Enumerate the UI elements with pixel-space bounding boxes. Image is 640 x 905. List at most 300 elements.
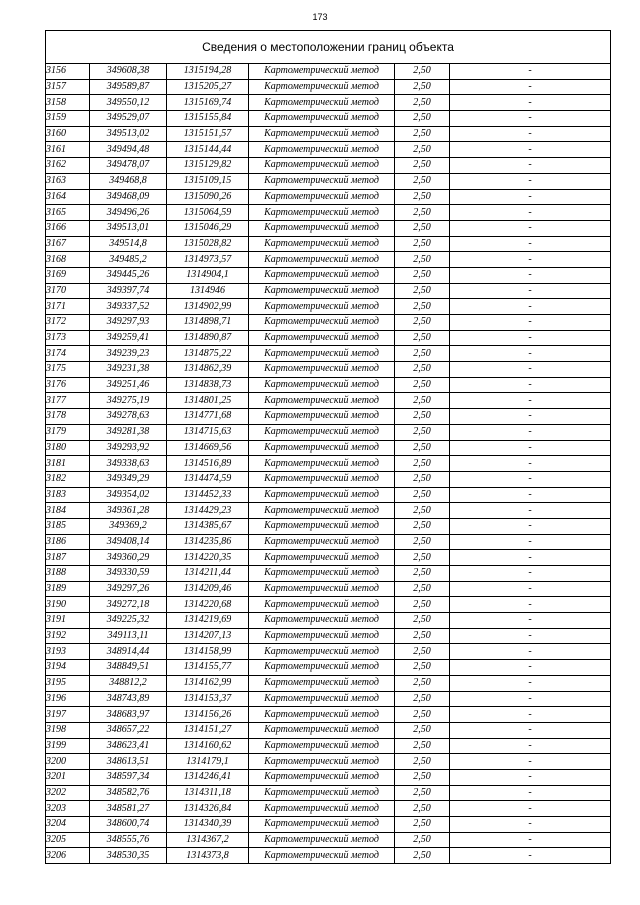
x-coordinate-cell: 348613,51	[90, 754, 167, 770]
method-cell: Картометрический метод	[249, 299, 395, 315]
point-number-cell: 3191	[46, 613, 90, 629]
description-cell: -	[450, 424, 611, 440]
x-coordinate-cell: 349513,02	[90, 126, 167, 142]
y-coordinate-cell: 1314373,8	[167, 848, 249, 864]
accuracy-cell: 2,50	[395, 142, 450, 158]
method-cell: Картометрический метод	[249, 691, 395, 707]
accuracy-cell: 2,50	[395, 424, 450, 440]
description-cell: -	[450, 628, 611, 644]
description-cell: -	[450, 346, 611, 362]
y-coordinate-cell: 1315205,27	[167, 79, 249, 95]
table-row	[46, 95, 611, 111]
method-cell: Картометрический метод	[249, 801, 395, 817]
description-cell: -	[450, 267, 611, 283]
x-coordinate-cell: 349354,02	[90, 487, 167, 503]
description-cell: -	[450, 315, 611, 331]
accuracy-cell: 2,50	[395, 848, 450, 864]
method-cell: Картометрический метод	[249, 267, 395, 283]
table-row	[46, 817, 611, 833]
accuracy-cell: 2,50	[395, 111, 450, 127]
accuracy-cell: 2,50	[395, 173, 450, 189]
table-body	[46, 64, 611, 864]
x-coordinate-cell: 349251,46	[90, 377, 167, 393]
method-cell: Картометрический метод	[249, 236, 395, 252]
x-coordinate-cell: 349259,41	[90, 330, 167, 346]
y-coordinate-cell: 1314367,2	[167, 832, 249, 848]
method-cell: Картометрический метод	[249, 628, 395, 644]
point-number-cell: 3179	[46, 424, 90, 440]
table-row	[46, 252, 611, 268]
table-row	[46, 220, 611, 236]
x-coordinate-cell: 348597,34	[90, 769, 167, 785]
method-cell: Картометрический метод	[249, 283, 395, 299]
x-coordinate-cell: 349408,14	[90, 534, 167, 550]
accuracy-cell: 2,50	[395, 738, 450, 754]
accuracy-cell: 2,50	[395, 518, 450, 534]
table-row	[46, 158, 611, 174]
point-number-cell: 3177	[46, 393, 90, 409]
description-cell: -	[450, 220, 611, 236]
y-coordinate-cell: 1314158,99	[167, 644, 249, 660]
point-number-cell: 3161	[46, 142, 90, 158]
accuracy-cell: 2,50	[395, 393, 450, 409]
point-number-cell: 3204	[46, 817, 90, 833]
point-number-cell: 3180	[46, 440, 90, 456]
x-coordinate-cell: 349239,23	[90, 346, 167, 362]
accuracy-cell: 2,50	[395, 330, 450, 346]
table-row	[46, 393, 611, 409]
table-row	[46, 267, 611, 283]
accuracy-cell: 2,50	[395, 267, 450, 283]
y-coordinate-cell: 1315151,57	[167, 126, 249, 142]
x-coordinate-cell: 349349,29	[90, 471, 167, 487]
point-number-cell: 3156	[46, 64, 90, 80]
table-row	[46, 142, 611, 158]
point-number-cell: 3199	[46, 738, 90, 754]
y-coordinate-cell: 1314209,46	[167, 581, 249, 597]
table-row	[46, 299, 611, 315]
point-number-cell: 3205	[46, 832, 90, 848]
description-cell: -	[450, 95, 611, 111]
method-cell: Картометрический метод	[249, 660, 395, 676]
x-coordinate-cell: 349281,38	[90, 424, 167, 440]
y-coordinate-cell: 1314155,77	[167, 660, 249, 676]
accuracy-cell: 2,50	[395, 236, 450, 252]
table-row	[46, 550, 611, 566]
point-number-cell: 3189	[46, 581, 90, 597]
accuracy-cell: 2,50	[395, 597, 450, 613]
method-cell: Картометрический метод	[249, 424, 395, 440]
accuracy-cell: 2,50	[395, 832, 450, 848]
description-cell: -	[450, 79, 611, 95]
accuracy-cell: 2,50	[395, 707, 450, 723]
description-cell: -	[450, 456, 611, 472]
table-row	[46, 362, 611, 378]
accuracy-cell: 2,50	[395, 126, 450, 142]
x-coordinate-cell: 349338,63	[90, 456, 167, 472]
table-row	[46, 111, 611, 127]
x-coordinate-cell: 349445,26	[90, 267, 167, 283]
table-row	[46, 189, 611, 205]
y-coordinate-cell: 1314179,1	[167, 754, 249, 770]
description-cell: -	[450, 487, 611, 503]
x-coordinate-cell: 348582,76	[90, 785, 167, 801]
table-row	[46, 691, 611, 707]
x-coordinate-cell: 349369,2	[90, 518, 167, 534]
table-row	[46, 346, 611, 362]
table-row	[46, 205, 611, 221]
method-cell: Картометрический метод	[249, 142, 395, 158]
description-cell: -	[450, 581, 611, 597]
point-number-cell: 3197	[46, 707, 90, 723]
accuracy-cell: 2,50	[395, 95, 450, 111]
point-number-cell: 3171	[46, 299, 90, 315]
description-cell: -	[450, 330, 611, 346]
method-cell: Картометрический метод	[249, 518, 395, 534]
table-row	[46, 377, 611, 393]
method-cell: Картометрический метод	[249, 126, 395, 142]
y-coordinate-cell: 1314771,68	[167, 409, 249, 425]
point-number-cell: 3162	[46, 158, 90, 174]
table-row	[46, 440, 611, 456]
description-cell: -	[450, 566, 611, 582]
table-row	[46, 315, 611, 331]
point-number-cell: 3198	[46, 722, 90, 738]
x-coordinate-cell: 348743,89	[90, 691, 167, 707]
description-cell: -	[450, 236, 611, 252]
table-row	[46, 566, 611, 582]
accuracy-cell: 2,50	[395, 79, 450, 95]
y-coordinate-cell: 1315028,82	[167, 236, 249, 252]
accuracy-cell: 2,50	[395, 566, 450, 582]
table-row	[46, 518, 611, 534]
y-coordinate-cell: 1314973,57	[167, 252, 249, 268]
description-cell: -	[450, 597, 611, 613]
accuracy-cell: 2,50	[395, 64, 450, 80]
y-coordinate-cell: 1314801,25	[167, 393, 249, 409]
table-row	[46, 126, 611, 142]
table-row	[46, 644, 611, 660]
point-number-cell: 3202	[46, 785, 90, 801]
accuracy-cell: 2,50	[395, 440, 450, 456]
y-coordinate-cell: 1315090,26	[167, 189, 249, 205]
x-coordinate-cell: 349494,48	[90, 142, 167, 158]
description-cell: -	[450, 785, 611, 801]
description-cell: -	[450, 801, 611, 817]
point-number-cell: 3182	[46, 471, 90, 487]
x-coordinate-cell: 349529,07	[90, 111, 167, 127]
method-cell: Картометрический метод	[249, 597, 395, 613]
description-cell: -	[450, 769, 611, 785]
page-number: 173	[312, 12, 328, 22]
accuracy-cell: 2,50	[395, 722, 450, 738]
table-row	[46, 456, 611, 472]
description-cell: -	[450, 126, 611, 142]
description-cell: -	[450, 283, 611, 299]
point-number-cell: 3158	[46, 95, 90, 111]
x-coordinate-cell: 349337,52	[90, 299, 167, 315]
method-cell: Картометрический метод	[249, 95, 395, 111]
description-cell: -	[450, 409, 611, 425]
x-coordinate-cell: 348600,74	[90, 817, 167, 833]
table-row	[46, 409, 611, 425]
point-number-cell: 3169	[46, 267, 90, 283]
x-coordinate-cell: 349272,18	[90, 597, 167, 613]
x-coordinate-cell: 349297,93	[90, 315, 167, 331]
accuracy-cell: 2,50	[395, 252, 450, 268]
description-cell: -	[450, 393, 611, 409]
x-coordinate-cell: 349275,19	[90, 393, 167, 409]
method-cell: Картометрический метод	[249, 252, 395, 268]
method-cell: Картометрический метод	[249, 315, 395, 331]
method-cell: Картометрический метод	[249, 566, 395, 582]
x-coordinate-cell: 348683,97	[90, 707, 167, 723]
y-coordinate-cell: 1314715,63	[167, 424, 249, 440]
x-coordinate-cell: 349330,59	[90, 566, 167, 582]
accuracy-cell: 2,50	[395, 503, 450, 519]
y-coordinate-cell: 1314153,37	[167, 691, 249, 707]
y-coordinate-cell: 1314429,23	[167, 503, 249, 519]
method-cell: Картометрический метод	[249, 440, 395, 456]
y-coordinate-cell: 1315155,84	[167, 111, 249, 127]
method-cell: Картометрический метод	[249, 487, 395, 503]
y-coordinate-cell: 1314220,68	[167, 597, 249, 613]
point-number-cell: 3186	[46, 534, 90, 550]
method-cell: Картометрический метод	[249, 613, 395, 629]
method-cell: Картометрический метод	[249, 362, 395, 378]
table-row	[46, 487, 611, 503]
accuracy-cell: 2,50	[395, 220, 450, 236]
table-row	[46, 597, 611, 613]
point-number-cell: 3166	[46, 220, 90, 236]
x-coordinate-cell: 349550,12	[90, 95, 167, 111]
y-coordinate-cell: 1314516,89	[167, 456, 249, 472]
table-row	[46, 785, 611, 801]
method-cell: Картометрический метод	[249, 409, 395, 425]
method-cell: Картометрический метод	[249, 817, 395, 833]
point-number-cell: 3193	[46, 644, 90, 660]
method-cell: Картометрический метод	[249, 769, 395, 785]
accuracy-cell: 2,50	[395, 785, 450, 801]
boundary-table-container	[45, 30, 610, 864]
method-cell: Картометрический метод	[249, 393, 395, 409]
accuracy-cell: 2,50	[395, 299, 450, 315]
y-coordinate-cell: 1314340,39	[167, 817, 249, 833]
y-coordinate-cell: 1315129,82	[167, 158, 249, 174]
accuracy-cell: 2,50	[395, 660, 450, 676]
table-row	[46, 738, 611, 754]
accuracy-cell: 2,50	[395, 628, 450, 644]
point-number-cell: 3181	[46, 456, 90, 472]
method-cell: Картометрический метод	[249, 707, 395, 723]
x-coordinate-cell: 349360,29	[90, 550, 167, 566]
point-number-cell: 3203	[46, 801, 90, 817]
x-coordinate-cell: 349397,74	[90, 283, 167, 299]
y-coordinate-cell: 1315144,44	[167, 142, 249, 158]
description-cell: -	[450, 754, 611, 770]
x-coordinate-cell: 348657,22	[90, 722, 167, 738]
method-cell: Картометрический метод	[249, 79, 395, 95]
description-cell: -	[450, 644, 611, 660]
table-row	[46, 330, 611, 346]
y-coordinate-cell: 1314890,87	[167, 330, 249, 346]
accuracy-cell: 2,50	[395, 205, 450, 221]
table-row	[46, 503, 611, 519]
method-cell: Картометрический метод	[249, 754, 395, 770]
y-coordinate-cell: 1314326,84	[167, 801, 249, 817]
y-coordinate-cell: 1314219,69	[167, 613, 249, 629]
y-coordinate-cell: 1314474,59	[167, 471, 249, 487]
method-cell: Картометрический метод	[249, 722, 395, 738]
method-cell: Картометрический метод	[249, 581, 395, 597]
point-number-cell: 3176	[46, 377, 90, 393]
table-row	[46, 628, 611, 644]
description-cell: -	[450, 738, 611, 754]
description-cell: -	[450, 142, 611, 158]
point-number-cell: 3174	[46, 346, 90, 362]
description-cell: -	[450, 173, 611, 189]
table-row	[46, 581, 611, 597]
table-row	[46, 173, 611, 189]
method-cell: Картометрический метод	[249, 64, 395, 80]
method-cell: Картометрический метод	[249, 205, 395, 221]
x-coordinate-cell: 348812,2	[90, 675, 167, 691]
x-coordinate-cell: 349485,2	[90, 252, 167, 268]
method-cell: Картометрический метод	[249, 330, 395, 346]
description-cell: -	[450, 252, 611, 268]
accuracy-cell: 2,50	[395, 691, 450, 707]
method-cell: Картометрический метод	[249, 158, 395, 174]
description-cell: -	[450, 848, 611, 864]
x-coordinate-cell: 349297,26	[90, 581, 167, 597]
y-coordinate-cell: 1315194,28	[167, 64, 249, 80]
table-title: Сведения о местоположении границ объекта	[46, 31, 611, 64]
description-cell: -	[450, 362, 611, 378]
method-cell: Картометрический метод	[249, 503, 395, 519]
point-number-cell: 3172	[46, 315, 90, 331]
point-number-cell: 3185	[46, 518, 90, 534]
method-cell: Картометрический метод	[249, 220, 395, 236]
method-cell: Картометрический метод	[249, 785, 395, 801]
description-cell: -	[450, 660, 611, 676]
point-number-cell: 3168	[46, 252, 90, 268]
y-coordinate-cell: 1314246,41	[167, 769, 249, 785]
accuracy-cell: 2,50	[395, 644, 450, 660]
x-coordinate-cell: 349468,09	[90, 189, 167, 205]
x-coordinate-cell: 349496,26	[90, 205, 167, 221]
y-coordinate-cell: 1314162,99	[167, 675, 249, 691]
point-number-cell: 3188	[46, 566, 90, 582]
description-cell: -	[450, 111, 611, 127]
method-cell: Картометрический метод	[249, 377, 395, 393]
method-cell: Картометрический метод	[249, 173, 395, 189]
table-row	[46, 613, 611, 629]
x-coordinate-cell: 349478,07	[90, 158, 167, 174]
y-coordinate-cell: 1315169,74	[167, 95, 249, 111]
point-number-cell: 3190	[46, 597, 90, 613]
description-cell: -	[450, 205, 611, 221]
method-cell: Картометрический метод	[249, 675, 395, 691]
y-coordinate-cell: 1314211,44	[167, 566, 249, 582]
accuracy-cell: 2,50	[395, 346, 450, 362]
point-number-cell: 3178	[46, 409, 90, 425]
table-row	[46, 722, 611, 738]
method-cell: Картометрический метод	[249, 456, 395, 472]
y-coordinate-cell: 1314898,71	[167, 315, 249, 331]
method-cell: Картометрический метод	[249, 644, 395, 660]
accuracy-cell: 2,50	[395, 456, 450, 472]
point-number-cell: 3194	[46, 660, 90, 676]
x-coordinate-cell: 349608,38	[90, 64, 167, 80]
x-coordinate-cell: 349468,8	[90, 173, 167, 189]
point-number-cell: 3187	[46, 550, 90, 566]
description-cell: -	[450, 471, 611, 487]
table-row	[46, 832, 611, 848]
point-number-cell: 3195	[46, 675, 90, 691]
point-number-cell: 3160	[46, 126, 90, 142]
description-cell: -	[450, 817, 611, 833]
accuracy-cell: 2,50	[395, 754, 450, 770]
accuracy-cell: 2,50	[395, 315, 450, 331]
method-cell: Картометрический метод	[249, 832, 395, 848]
y-coordinate-cell: 1314207,13	[167, 628, 249, 644]
x-coordinate-cell: 348555,76	[90, 832, 167, 848]
y-coordinate-cell: 1314946	[167, 283, 249, 299]
y-coordinate-cell: 1314904,1	[167, 267, 249, 283]
method-cell: Картометрический метод	[249, 738, 395, 754]
description-cell: -	[450, 675, 611, 691]
table-row	[46, 64, 611, 80]
y-coordinate-cell: 1314235,86	[167, 534, 249, 550]
x-coordinate-cell: 349589,87	[90, 79, 167, 95]
description-cell: -	[450, 534, 611, 550]
y-coordinate-cell: 1315064,59	[167, 205, 249, 221]
point-number-cell: 3163	[46, 173, 90, 189]
accuracy-cell: 2,50	[395, 283, 450, 299]
point-number-cell: 3201	[46, 769, 90, 785]
description-cell: -	[450, 440, 611, 456]
x-coordinate-cell: 349225,32	[90, 613, 167, 629]
table-row	[46, 848, 611, 864]
description-cell: -	[450, 64, 611, 80]
boundary-coordinates-table	[45, 30, 611, 864]
x-coordinate-cell: 349514,8	[90, 236, 167, 252]
accuracy-cell: 2,50	[395, 377, 450, 393]
y-coordinate-cell: 1315109,15	[167, 173, 249, 189]
method-cell: Картометрический метод	[249, 534, 395, 550]
description-cell: -	[450, 518, 611, 534]
y-coordinate-cell: 1314385,67	[167, 518, 249, 534]
method-cell: Картометрический метод	[249, 189, 395, 205]
description-cell: -	[450, 832, 611, 848]
method-cell: Картометрический метод	[249, 550, 395, 566]
accuracy-cell: 2,50	[395, 158, 450, 174]
table-row	[46, 769, 611, 785]
y-coordinate-cell: 1314669,56	[167, 440, 249, 456]
method-cell: Картометрический метод	[249, 111, 395, 127]
method-cell: Картометрический метод	[249, 346, 395, 362]
accuracy-cell: 2,50	[395, 613, 450, 629]
description-cell: -	[450, 691, 611, 707]
y-coordinate-cell: 1314862,39	[167, 362, 249, 378]
x-coordinate-cell: 348623,41	[90, 738, 167, 754]
method-cell: Картометрический метод	[249, 848, 395, 864]
point-number-cell: 3200	[46, 754, 90, 770]
accuracy-cell: 2,50	[395, 550, 450, 566]
x-coordinate-cell: 349293,92	[90, 440, 167, 456]
point-number-cell: 3159	[46, 111, 90, 127]
accuracy-cell: 2,50	[395, 471, 450, 487]
